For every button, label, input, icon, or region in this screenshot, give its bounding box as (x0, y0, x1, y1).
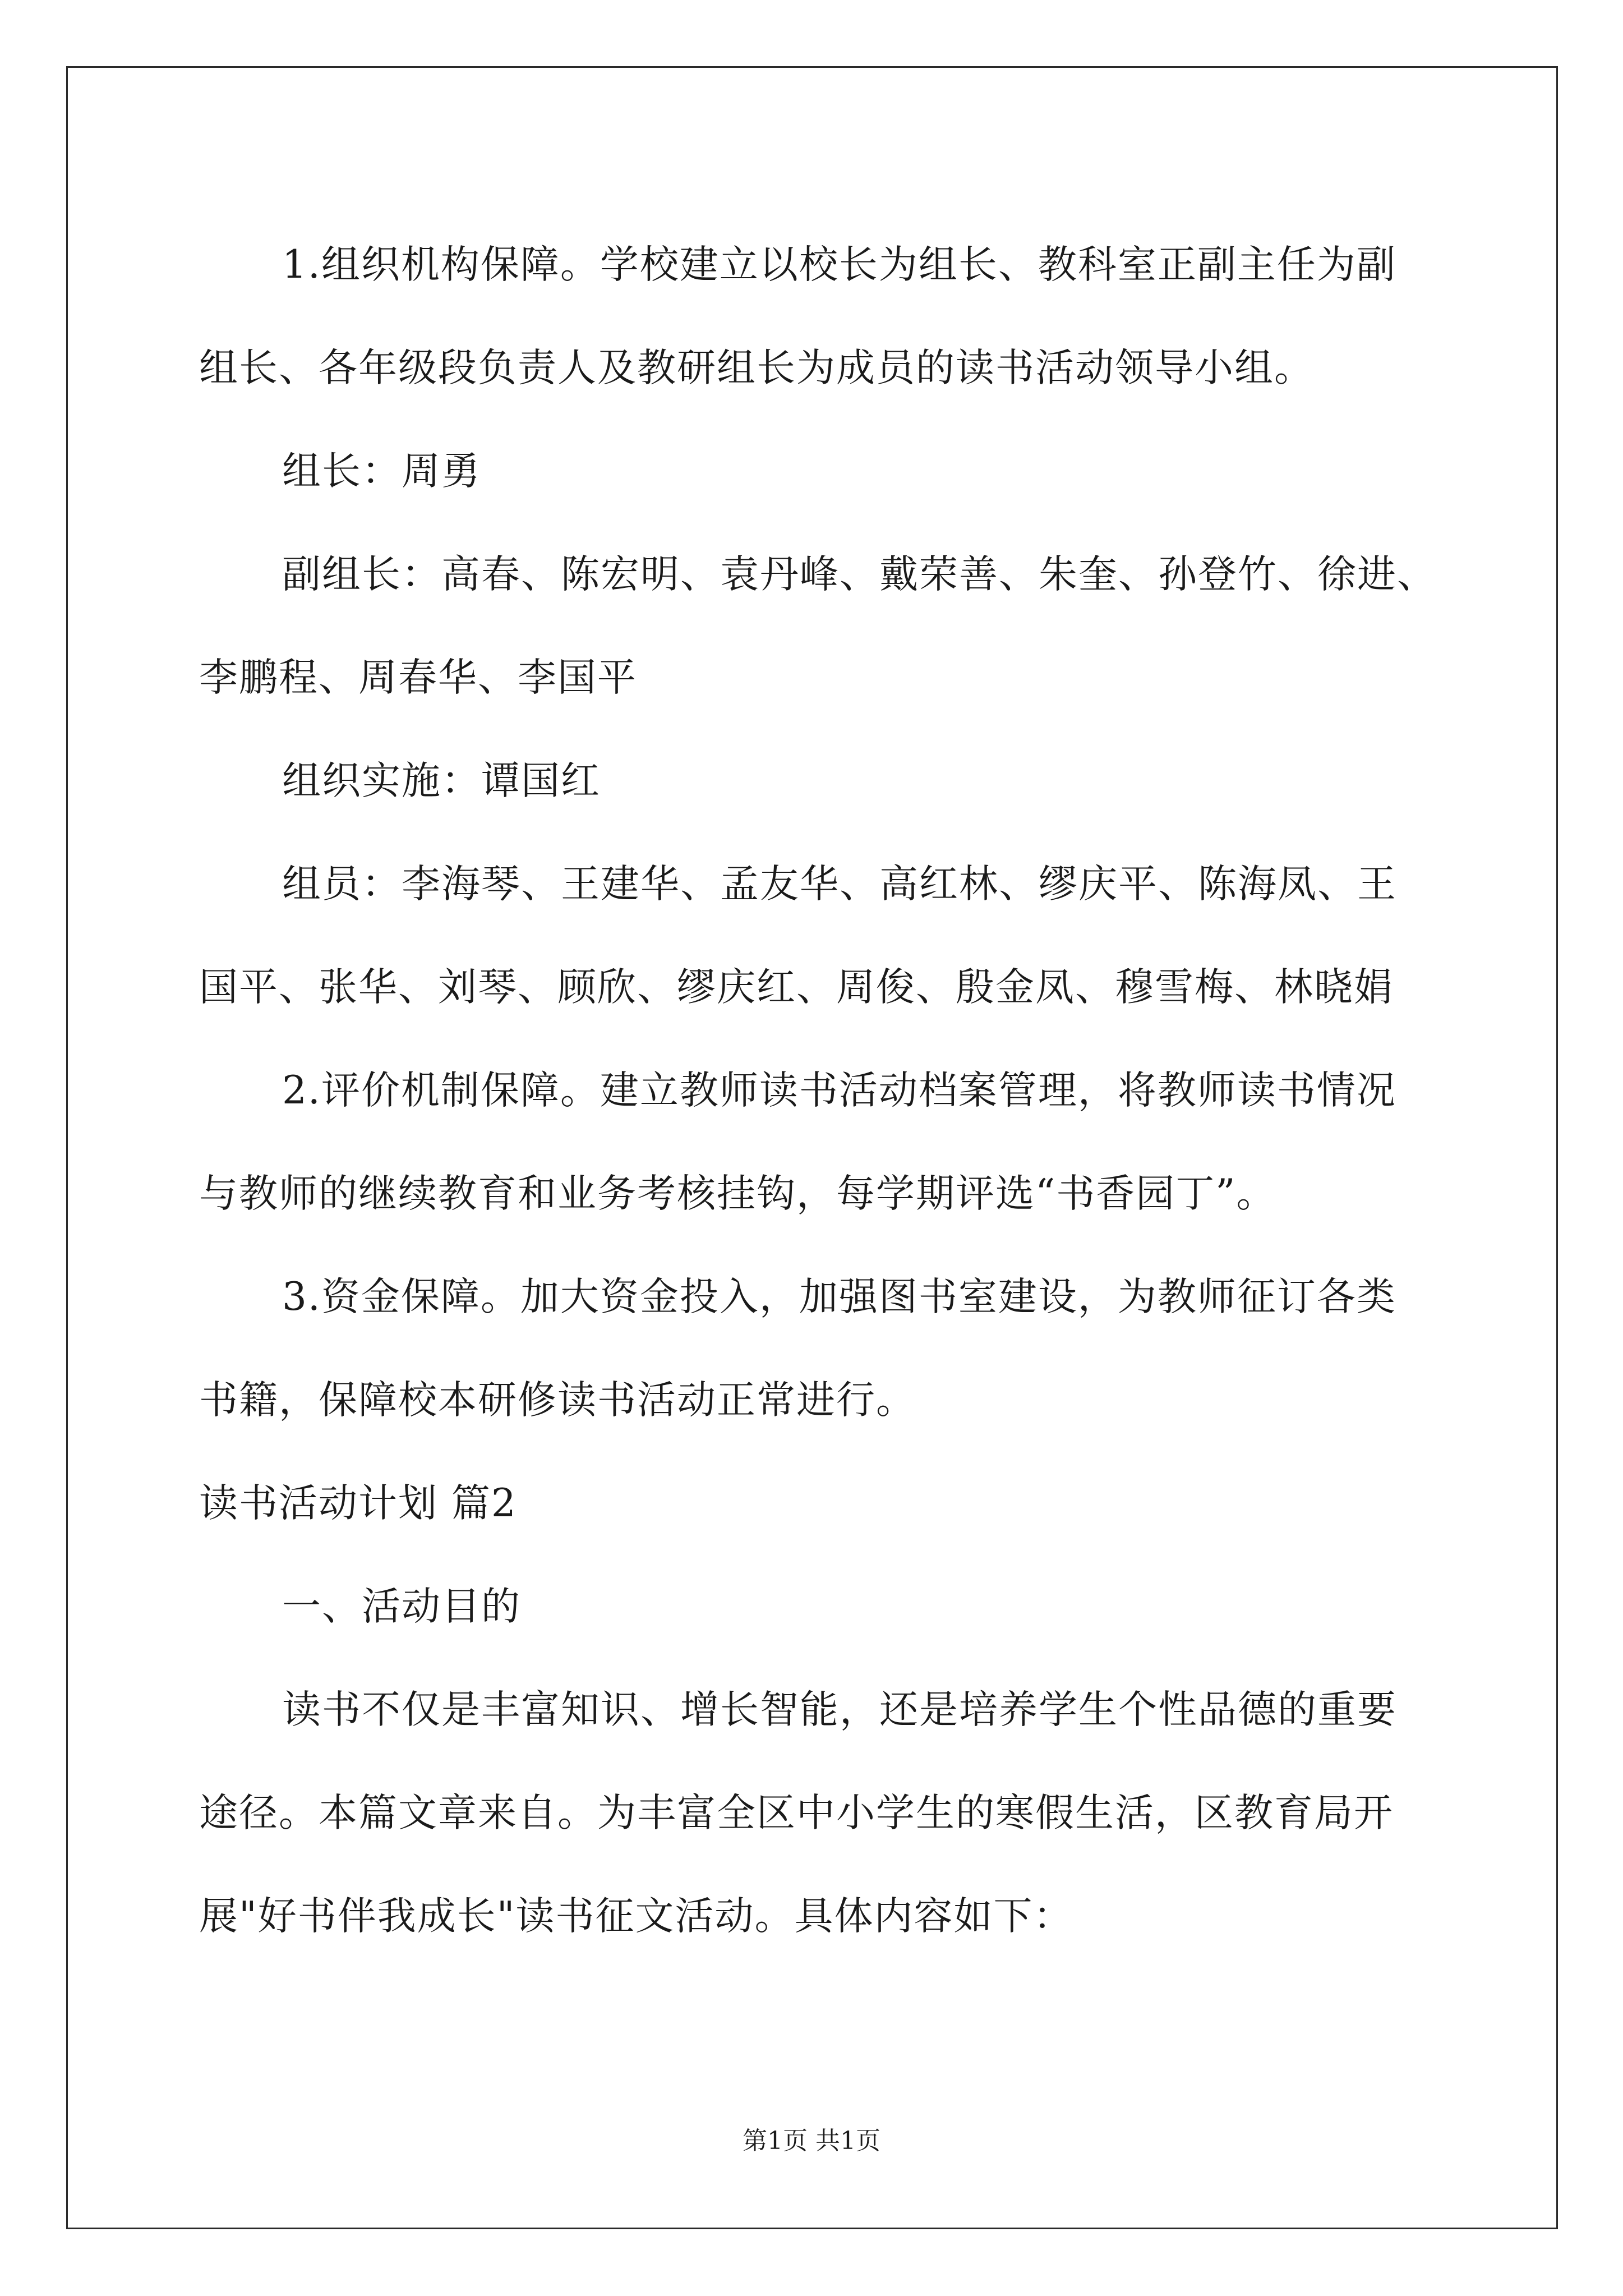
paragraph-line: 3.资金保障。加大资金投入，加强图书室建设，为教师征订各类 (282, 1274, 1396, 1319)
paragraph-line: 组员：李海琴、王建华、孟友华、高红林、缪庆平、陈海凤、王 (282, 862, 1397, 907)
subsection-heading: 一、活动目的 (282, 1584, 521, 1629)
paragraph-line: 李鹏程、周春华、李国平 (199, 655, 637, 700)
paragraph-line: 2.评价机制保障。建立教师读书活动档案管理，将教师读书情况 (282, 1068, 1396, 1113)
paragraph-line: 国平、张华、刘琴、顾欣、缪庆红、周俊、殷金凤、穆雪梅、林晓娟 (199, 965, 1394, 1010)
page-number-footer: 第1页 共1页 (743, 2127, 880, 2155)
paragraph-line: 途径。本篇文章来自。为丰富全区中小学生的寒假生活，区教育局开 (199, 1791, 1394, 1835)
paragraph-line: 读书不仅是丰富知识、增长智能，还是培养学生个性品德的重要 (282, 1687, 1397, 1732)
paragraph-line: 展"好书伴我成长"读书征文活动。具体内容如下： (199, 1894, 1073, 1939)
section-heading: 读书活动计划 篇2 (199, 1481, 517, 1526)
paragraph-line: 书籍，保障校本研修读书活动正常进行。 (199, 1378, 916, 1423)
document-body (199, 213, 1447, 1968)
paragraph-line: 组长：周勇 (282, 449, 481, 494)
paragraph-line: 与教师的继续教育和业务考核挂钩，每学期评选“书香园丁”。 (199, 1171, 1276, 1216)
paragraph-line: 1.组织机构保障。学校建立以校长为组长、教科室正副主任为副 (282, 242, 1396, 287)
paragraph-line: 组长、各年级段负责人及教研组长为成员的读书活动领导小组。 (199, 346, 1314, 390)
paragraph-line: 副组长：高春、陈宏明、袁丹峰、戴荣善、朱奎、孙登竹、徐进、 (282, 552, 1437, 597)
paragraph-line: 组织实施：谭国红 (282, 758, 601, 803)
